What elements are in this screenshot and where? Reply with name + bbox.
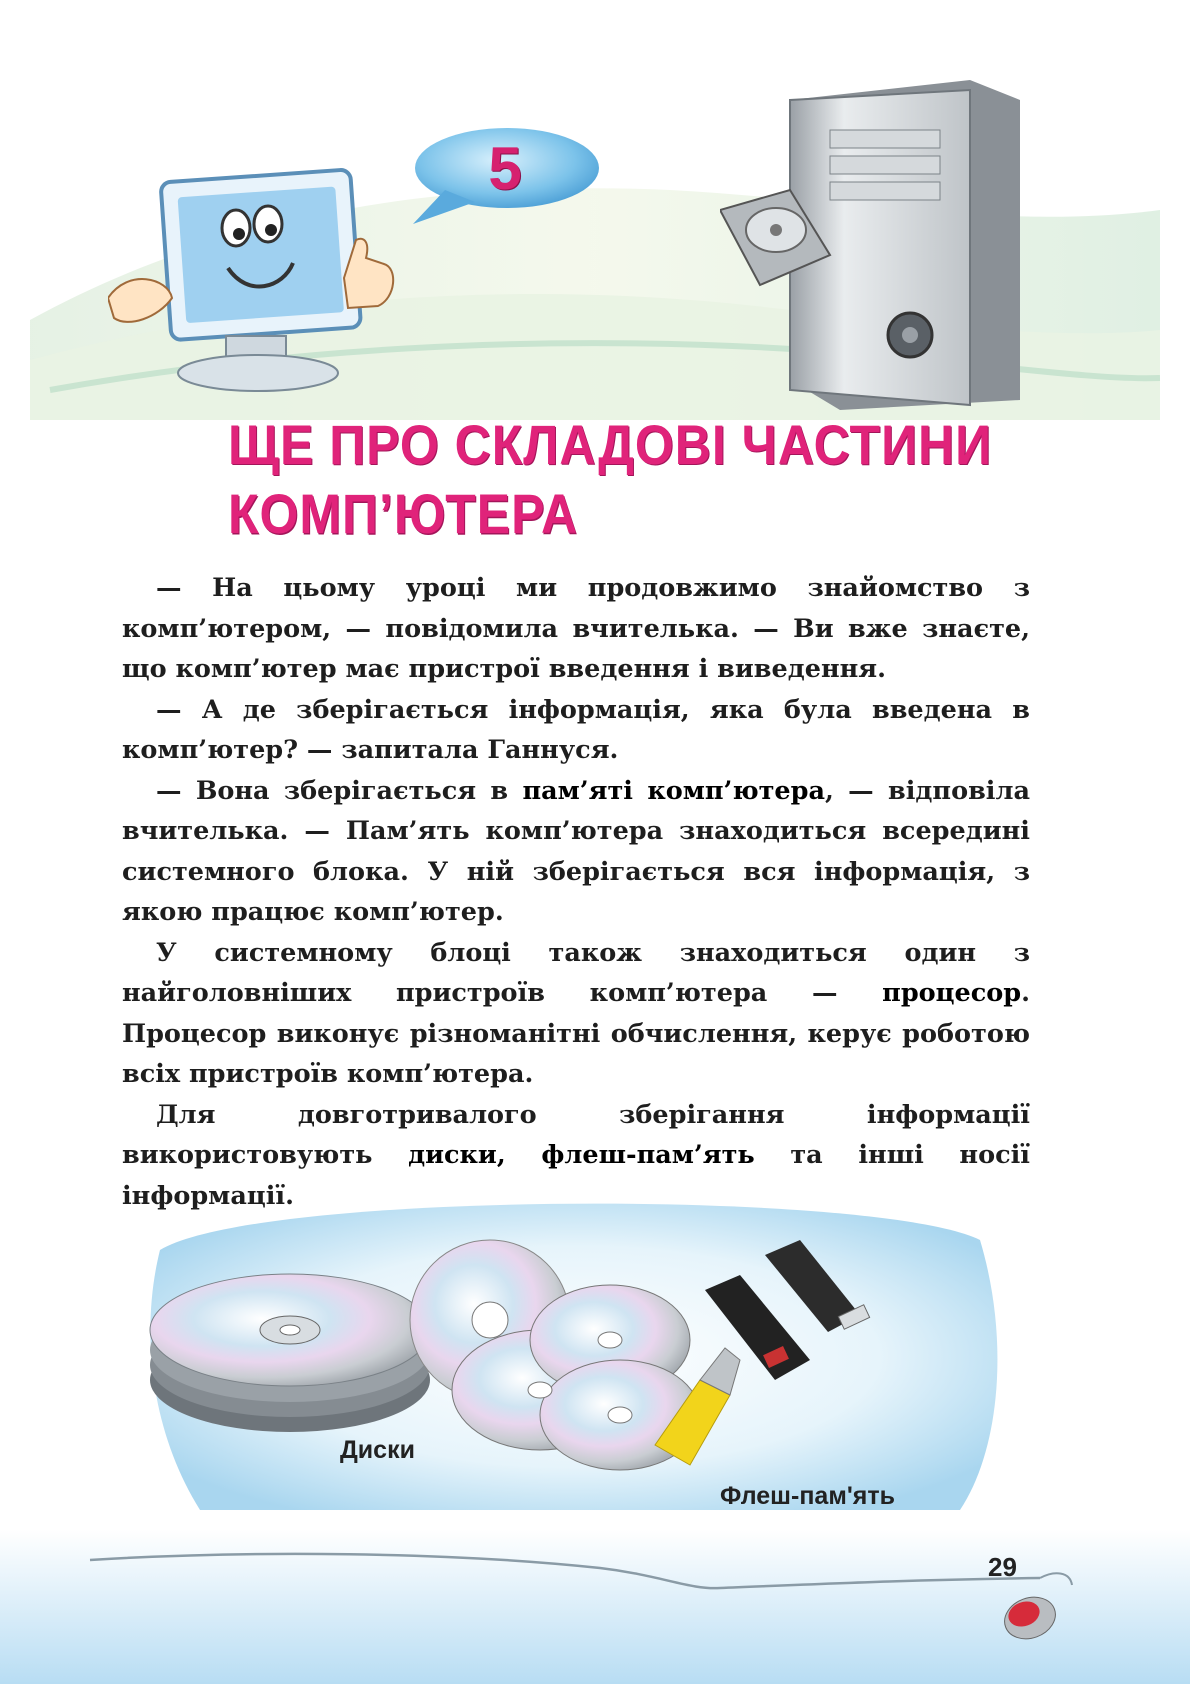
term-disks: диски (408, 1140, 497, 1170)
paragraph-4 (122, 933, 1030, 1095)
system-unit-icon (720, 80, 1040, 410)
caption-flash-memory: Флеш-пам'ять (720, 1482, 895, 1510)
page-number: 29 (988, 1552, 1017, 1582)
title-line-1: ЩЕ ПРО СКЛАДОВІ ЧАСТИНИ (228, 413, 993, 477)
disk-stack-icon (150, 1274, 430, 1432)
paragraph-4-text-a: У системному блоці також знаходиться один з найголовніших пристроїв комп’ютера — (122, 937, 1030, 1008)
paragraph-4-text-c: . Процесор виконує різноманітні обчислення, керує роботою всіх пристроїв комп’ютера. (122, 978, 1030, 1089)
paragraph-3-text-a: — Вона зберігається в (156, 775, 523, 806)
caption-disks: Диски (340, 1436, 415, 1464)
paragraph-5-comma: , (496, 1140, 542, 1170)
paragraph-2 (122, 690, 1030, 771)
paragraph-3 (122, 771, 1030, 933)
lesson-number: 5 (488, 135, 522, 202)
paragraph-1-text: — На цьому уроці ми продовжимо знайомство з комп’ютером, — повідомила вчителька. — Ви вже знаєте, що комп’ютер має пристрої введення і виведення. (122, 573, 1030, 684)
paragraph-5-text-e: та інші носії інформації. (122, 1140, 1030, 1211)
paragraph-2-text: — А де зберігається інформація, яка була введена в комп’ютер? — запитала Ганнуся. (122, 694, 1030, 765)
storage-media-illustration (140, 1190, 1000, 1520)
lesson-number-badge (405, 120, 605, 230)
term-flash-memory: флеш-пам’ять (541, 1140, 755, 1170)
title-line-2: КОМП’ЮТЕРА (228, 482, 579, 546)
paragraph-3-text-c: , — відповіла вчителька. — Пам’ять комп’ютера знаходиться всередині системного блока. У ній зберігається вся інформація, з якою працює комп’ютер. (122, 775, 1030, 927)
lesson-body (122, 568, 1030, 1216)
paragraph-1 (122, 568, 1030, 690)
term-memory: пам’яті комп’ютера (522, 775, 825, 806)
term-processor: процесор (882, 978, 1022, 1008)
paragraph-5-text-a: Для довготривалого зберігання інформації використовують (122, 1099, 1030, 1170)
monitor-character-icon (108, 168, 408, 408)
lesson-title (228, 410, 1028, 549)
